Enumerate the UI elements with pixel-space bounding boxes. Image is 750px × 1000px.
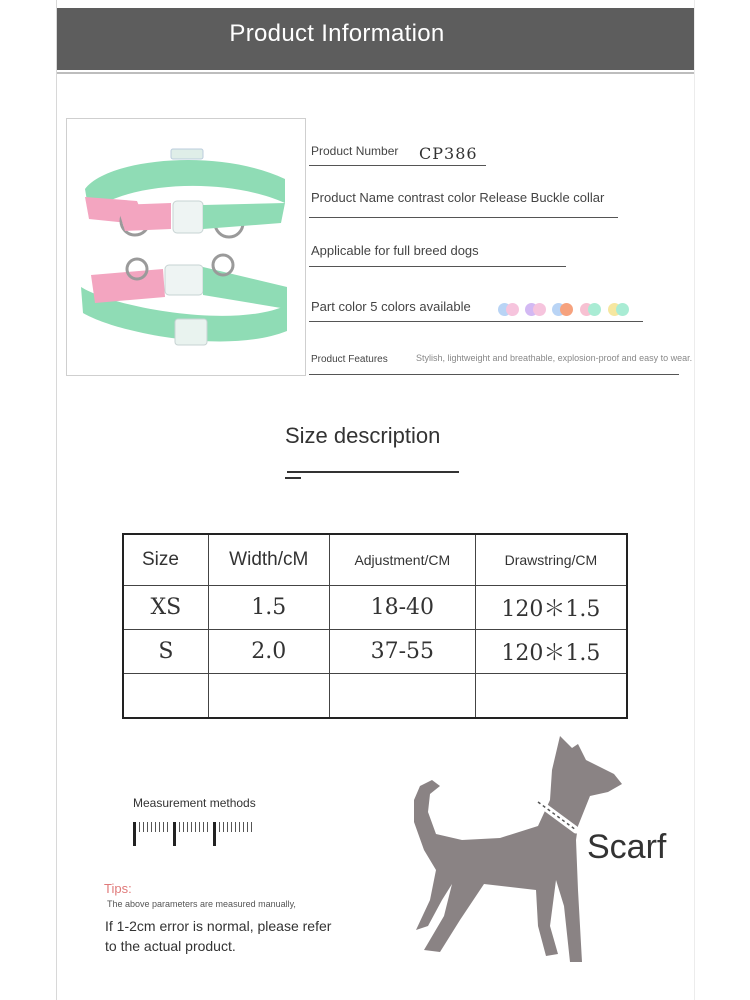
swatch-3b <box>560 303 573 316</box>
page-left-edge <box>56 0 57 1000</box>
swatch-1b <box>506 303 519 316</box>
product-number-value: CP386 <box>419 144 478 163</box>
measurement-methods-label: Measurement methods <box>133 796 256 810</box>
table-cell: 1.5 <box>208 586 329 630</box>
table-cell: XS <box>123 586 208 630</box>
applicable-text: Applicable for full breed dogs <box>311 243 479 258</box>
part-color-text: Part color 5 colors available <box>311 299 471 314</box>
table-header-adjustment: Adjustment/CM <box>329 534 475 586</box>
table-cell: 18-40 <box>329 586 475 630</box>
table-cell: S <box>123 630 208 674</box>
collar-bottom <box>81 255 287 345</box>
table-cell: 2.0 <box>208 630 329 674</box>
header-banner <box>57 8 694 70</box>
product-features-rule <box>309 374 679 375</box>
table-cell <box>208 674 329 719</box>
header-divider <box>57 72 694 74</box>
tips-line-1: The above parameters are measured manually, <box>107 899 296 909</box>
scarf-label: Scarf <box>587 828 667 866</box>
size-description-title: Size description <box>285 423 441 448</box>
swatch-5b <box>616 303 629 316</box>
size-title-accent <box>285 477 301 479</box>
product-number-rule <box>309 165 486 166</box>
size-title-underline <box>287 471 459 473</box>
table-row <box>123 630 627 674</box>
table-header-drawstring: Drawstring/CM <box>475 534 627 586</box>
tips-line-2: If 1-2cm error is normal, please refer to the actual product. <box>105 918 332 954</box>
product-features-label: Product Features <box>311 354 388 365</box>
swatch-2b <box>533 303 546 316</box>
product-name: Product Name contrast color Release Buckle collar <box>311 190 605 205</box>
product-features-text: Stylish, lightweight and breathable, explosion-proof and easy to wear. <box>416 353 693 363</box>
table-cell <box>475 674 627 719</box>
swatch-4b <box>588 303 601 316</box>
applicable-rule <box>309 266 566 267</box>
table-cell <box>123 674 208 719</box>
product-name-rule <box>309 217 618 218</box>
table-cell: 120＊1.5 <box>475 586 627 630</box>
collar-top <box>85 149 285 237</box>
product-photo <box>66 118 306 376</box>
table-cell <box>329 674 475 719</box>
color-swatches <box>498 303 638 319</box>
header-title: Product Information <box>229 20 445 47</box>
table-row <box>123 674 627 719</box>
table-cell: 37-55 <box>329 630 475 674</box>
part-color-rule <box>309 321 643 322</box>
table-row <box>123 586 627 630</box>
table-header-size: Size <box>123 534 208 586</box>
collar-illustration <box>67 119 305 375</box>
page-right-edge <box>694 0 695 1000</box>
table-cell: 120＊1.5 <box>475 630 627 674</box>
tips-label: Tips: <box>104 881 132 896</box>
ruler-icon <box>133 820 255 846</box>
table-header-row <box>123 534 627 586</box>
table-header-width: Width/cM <box>208 534 329 586</box>
size-table <box>122 533 628 719</box>
product-number-label: Product Number <box>311 144 399 158</box>
